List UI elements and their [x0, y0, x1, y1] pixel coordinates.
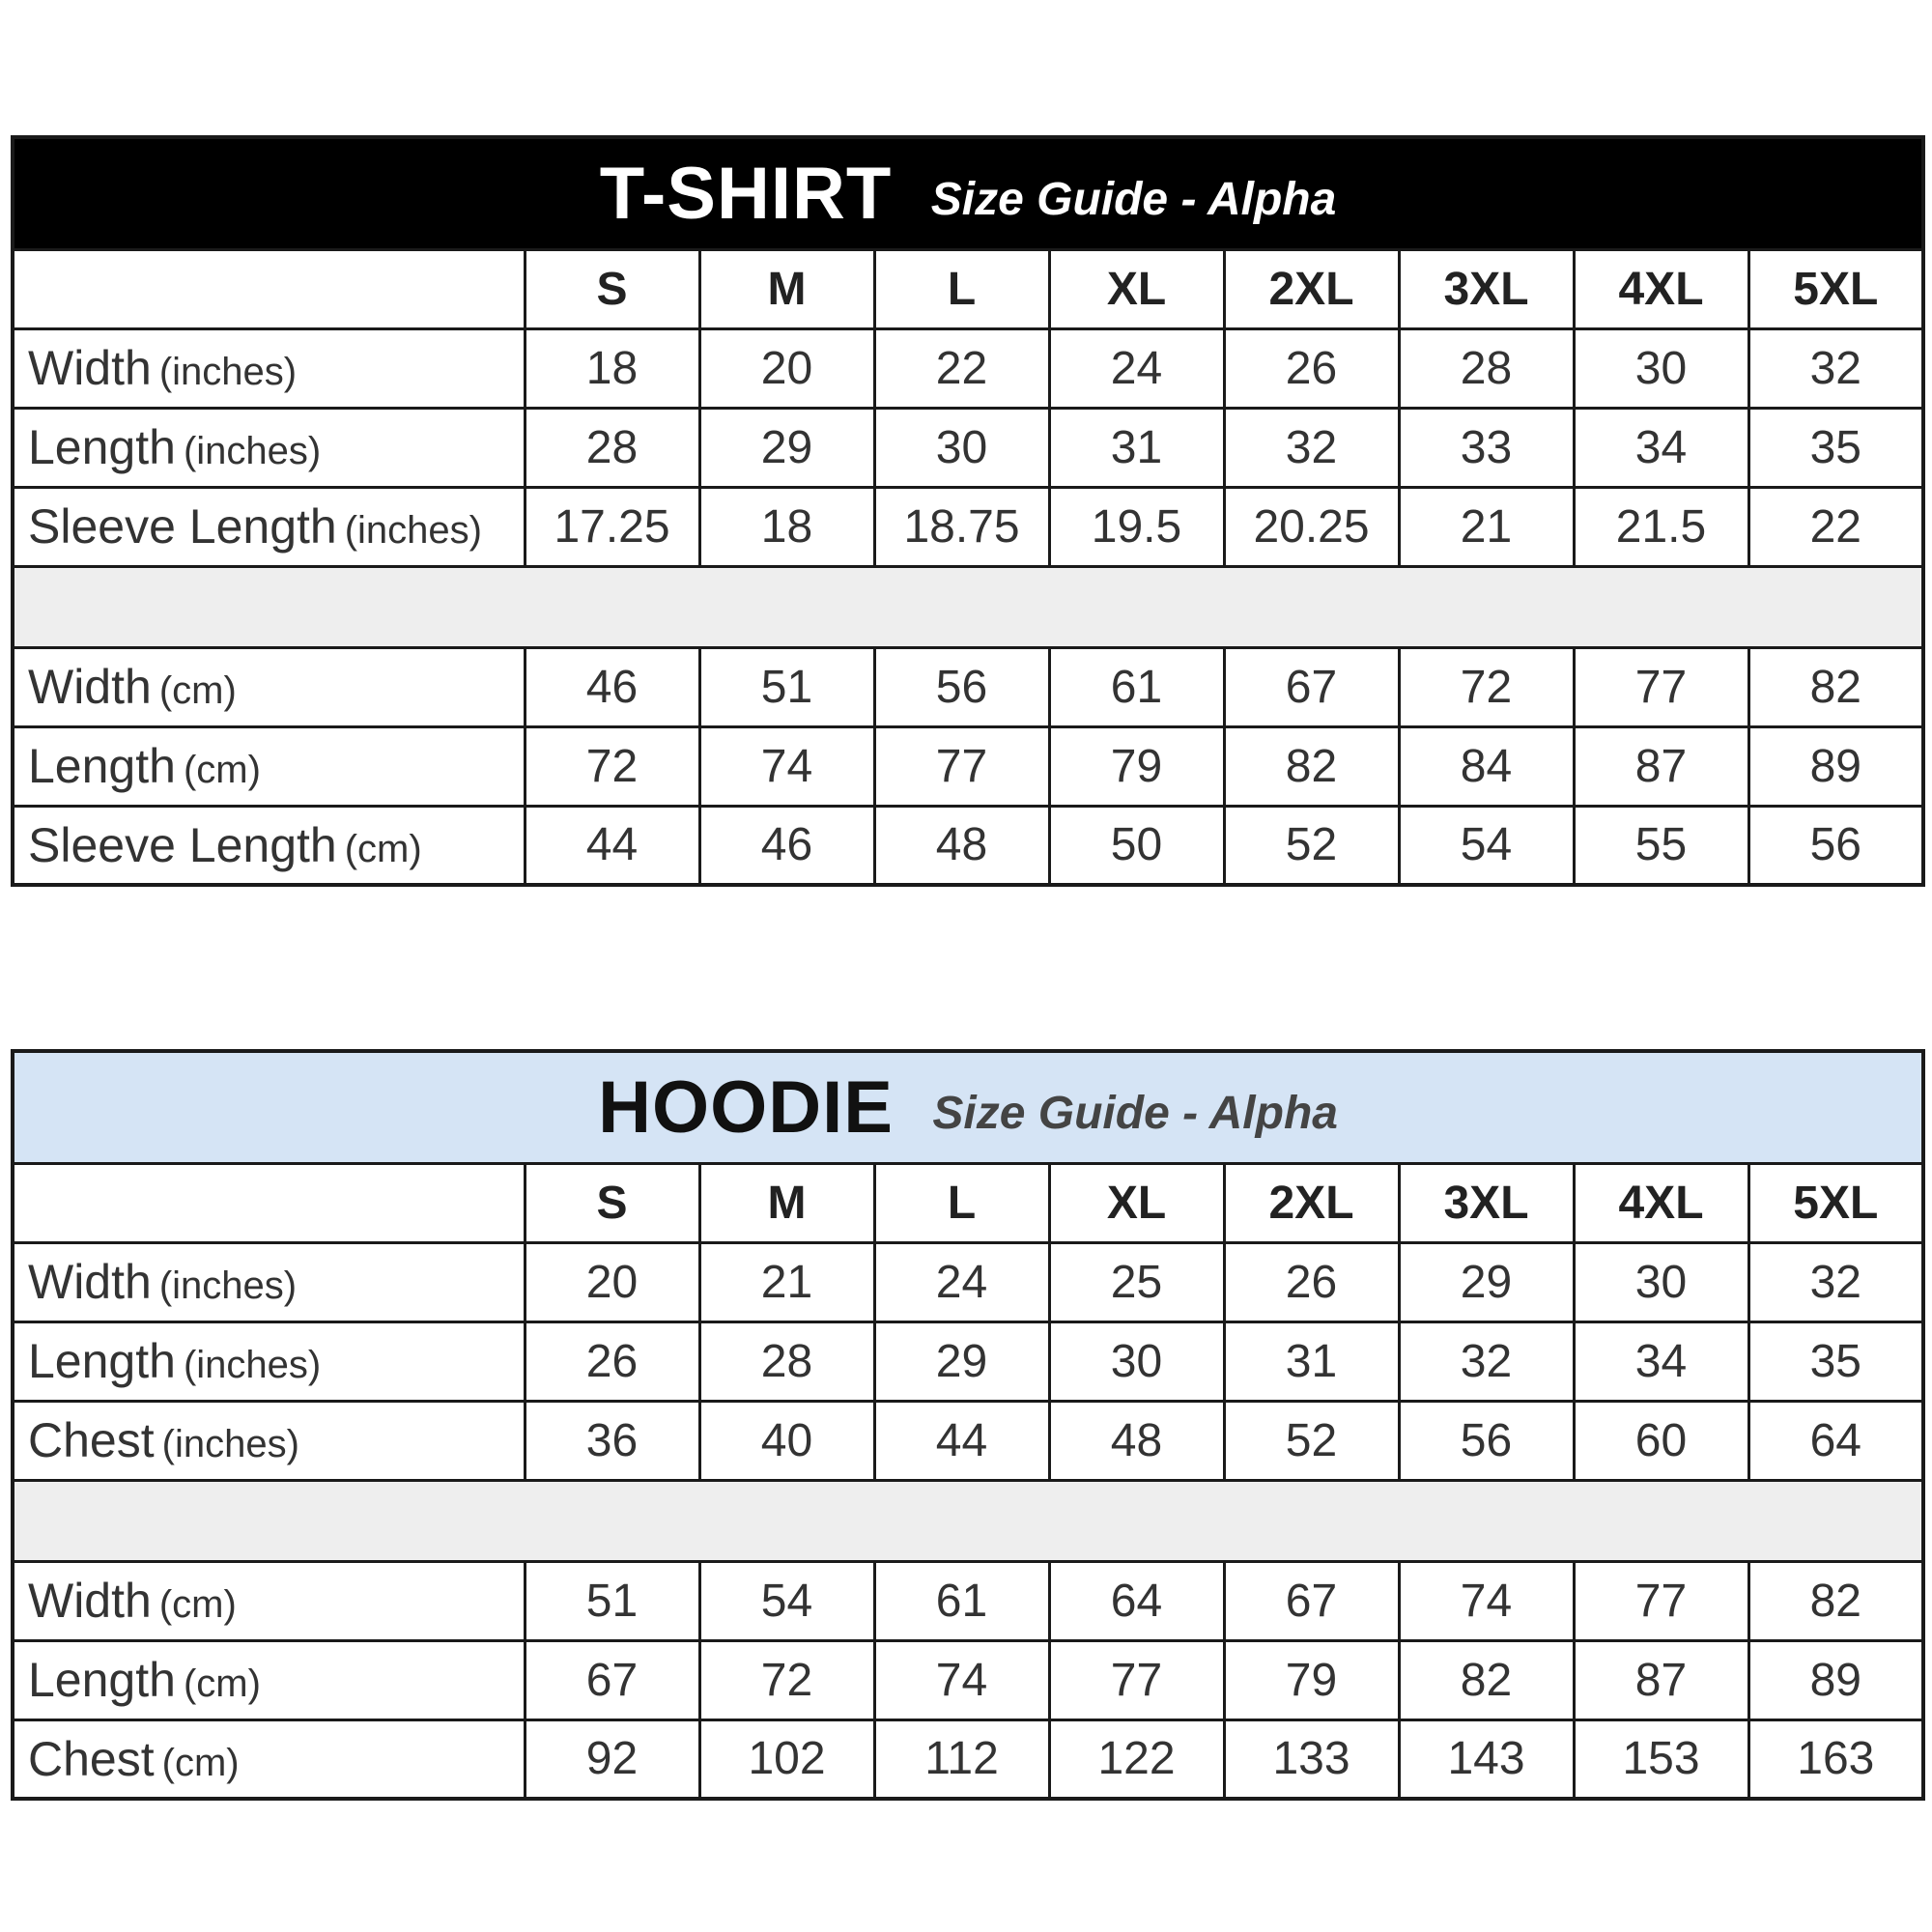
measurement-value: 92 — [525, 1719, 699, 1799]
tshirt-cm-rows — [13, 647, 1923, 885]
measurement-value: 32 — [1748, 328, 1923, 408]
measurement-value: 25 — [1049, 1242, 1224, 1321]
measurement-value: 56 — [1748, 806, 1923, 885]
measurement-unit: (cm) — [183, 749, 261, 791]
measurement-value: 61 — [1049, 647, 1224, 726]
measurement-unit: (cm) — [183, 1662, 261, 1705]
size-header: S — [525, 249, 699, 328]
measurement-value: 54 — [1399, 806, 1574, 885]
table-row — [13, 487, 1923, 566]
row-label-cell — [13, 487, 525, 566]
measurement-value: 55 — [1574, 806, 1748, 885]
tshirt-spacer — [13, 566, 1923, 647]
size-header: 5XL — [1748, 249, 1923, 328]
measurement-unit: (inches) — [183, 430, 322, 472]
size-header: L — [874, 249, 1049, 328]
measurement-value: 48 — [874, 806, 1049, 885]
size-header: S — [525, 1163, 699, 1242]
measurement-name: Length — [28, 1653, 176, 1707]
tshirt-title-cell — [13, 137, 1923, 249]
size-header: M — [699, 249, 874, 328]
measurement-value: 22 — [1748, 487, 1923, 566]
measurement-value: 67 — [1224, 647, 1399, 726]
hoodie-title: HOODIE — [598, 1065, 894, 1149]
measurement-value: 61 — [874, 1561, 1049, 1640]
measurement-value: 44 — [874, 1401, 1049, 1480]
measurement-value: 28 — [699, 1321, 874, 1401]
measurement-value: 82 — [1748, 1561, 1923, 1640]
measurement-value: 122 — [1049, 1719, 1224, 1799]
measurement-value: 34 — [1574, 408, 1748, 487]
measurement-value: 77 — [1049, 1640, 1224, 1719]
spacer-cell — [13, 566, 1923, 647]
measurement-value: 163 — [1748, 1719, 1923, 1799]
measurement-value: 67 — [525, 1640, 699, 1719]
measurement-value: 21 — [1399, 487, 1574, 566]
measurement-value: 31 — [1224, 1321, 1399, 1401]
measurement-value: 56 — [1399, 1401, 1574, 1480]
measurement-value: 84 — [1399, 726, 1574, 806]
measurement-value: 72 — [1399, 647, 1574, 726]
table-row — [13, 726, 1923, 806]
measurement-name: Width — [28, 1255, 152, 1309]
table-row — [13, 1401, 1923, 1480]
row-label-cell — [13, 1242, 525, 1321]
measurement-value: 77 — [1574, 647, 1748, 726]
measurement-value: 87 — [1574, 1640, 1748, 1719]
measurement-value: 29 — [1399, 1242, 1574, 1321]
measurement-name: Width — [28, 1574, 152, 1628]
spacer-cell — [13, 1480, 1923, 1561]
measurement-value: 30 — [874, 408, 1049, 487]
size-header: 5XL — [1748, 1163, 1923, 1242]
spacer-row — [13, 1480, 1923, 1561]
measurement-value: 21 — [699, 1242, 874, 1321]
measurement-value: 52 — [1224, 806, 1399, 885]
measurement-value: 30 — [1574, 328, 1748, 408]
header-corner-cell — [13, 1163, 525, 1242]
measurement-value: 18 — [525, 328, 699, 408]
hoodie-title-row — [13, 1051, 1923, 1163]
measurement-value: 32 — [1748, 1242, 1923, 1321]
measurement-value: 64 — [1049, 1561, 1224, 1640]
measurement-value: 74 — [874, 1640, 1049, 1719]
table-row — [13, 408, 1923, 487]
size-header: 4XL — [1574, 249, 1748, 328]
measurement-value: 29 — [699, 408, 874, 487]
measurement-value: 102 — [699, 1719, 874, 1799]
measurement-value: 77 — [874, 726, 1049, 806]
measurement-value: 46 — [699, 806, 874, 885]
measurement-name: Width — [28, 341, 152, 395]
measurement-value: 64 — [1748, 1401, 1923, 1480]
measurement-value: 30 — [1574, 1242, 1748, 1321]
row-label-cell — [13, 408, 525, 487]
measurement-value: 24 — [1049, 328, 1224, 408]
measurement-value: 52 — [1224, 1401, 1399, 1480]
measurement-value: 87 — [1574, 726, 1748, 806]
measurement-value: 79 — [1049, 726, 1224, 806]
measurement-unit: (inches) — [161, 1423, 299, 1465]
table-row — [13, 1640, 1923, 1719]
table-row — [13, 806, 1923, 885]
row-label-cell — [13, 1561, 525, 1640]
measurement-value: 32 — [1399, 1321, 1574, 1401]
measurement-value: 74 — [1399, 1561, 1574, 1640]
size-header: 3XL — [1399, 249, 1574, 328]
measurement-value: 46 — [525, 647, 699, 726]
measurement-value: 20 — [525, 1242, 699, 1321]
measurement-value: 54 — [699, 1561, 874, 1640]
measurement-name: Length — [28, 420, 176, 474]
measurement-value: 82 — [1748, 647, 1923, 726]
size-header: 2XL — [1224, 249, 1399, 328]
measurement-value: 72 — [525, 726, 699, 806]
measurement-value: 153 — [1574, 1719, 1748, 1799]
measurement-unit: (inches) — [158, 351, 298, 393]
tshirt-size-header-row — [13, 249, 1923, 328]
measurement-value: 51 — [699, 647, 874, 726]
hoodie-title-cell — [13, 1051, 1923, 1163]
measurement-value: 18 — [699, 487, 874, 566]
size-header: 2XL — [1224, 1163, 1399, 1242]
measurement-value: 82 — [1399, 1640, 1574, 1719]
measurement-value: 143 — [1399, 1719, 1574, 1799]
measurement-name: Chest — [28, 1413, 155, 1467]
row-label-cell — [13, 1640, 525, 1719]
measurement-value: 36 — [525, 1401, 699, 1480]
measurement-value: 40 — [699, 1401, 874, 1480]
measurement-value: 33 — [1399, 408, 1574, 487]
hoodie-subtitle: Size Guide - Alpha — [932, 1087, 1338, 1139]
tshirt-title-row — [13, 137, 1923, 249]
hoodie-size-header-row — [13, 1163, 1923, 1242]
size-header: 3XL — [1399, 1163, 1574, 1242]
measurement-name: Sleeve Length — [28, 817, 337, 872]
measurement-unit: (cm) — [161, 1741, 240, 1784]
measurement-value: 24 — [874, 1242, 1049, 1321]
tshirt-title: T-SHIRT — [599, 152, 893, 235]
table-row — [13, 1242, 1923, 1321]
measurement-value: 26 — [525, 1321, 699, 1401]
measurement-value: 26 — [1224, 328, 1399, 408]
measurement-value: 48 — [1049, 1401, 1224, 1480]
tshirt-size-table — [11, 135, 1925, 887]
measurement-value: 18.75 — [874, 487, 1049, 566]
measurement-value: 28 — [525, 408, 699, 487]
measurement-value: 74 — [699, 726, 874, 806]
measurement-value: 32 — [1224, 408, 1399, 487]
measurement-name: Chest — [28, 1731, 155, 1786]
row-label-cell — [13, 726, 525, 806]
header-corner-cell — [13, 249, 525, 328]
measurement-value: 44 — [525, 806, 699, 885]
row-label-cell — [13, 806, 525, 885]
measurement-value: 17.25 — [525, 487, 699, 566]
measurement-value: 60 — [1574, 1401, 1748, 1480]
measurement-name: Sleeve Length — [28, 499, 337, 554]
measurement-value: 67 — [1224, 1561, 1399, 1640]
row-label-cell — [13, 647, 525, 726]
row-label-cell — [13, 1401, 525, 1480]
measurement-value: 20.25 — [1224, 487, 1399, 566]
measurement-value: 35 — [1748, 408, 1923, 487]
measurement-name: Length — [28, 739, 176, 793]
measurement-value: 50 — [1049, 806, 1224, 885]
size-header: M — [699, 1163, 874, 1242]
measurement-value: 22 — [874, 328, 1049, 408]
measurement-value: 29 — [874, 1321, 1049, 1401]
tshirt-inch-rows — [13, 328, 1923, 566]
measurement-name: Width — [28, 660, 152, 714]
hoodie-spacer — [13, 1480, 1923, 1561]
measurement-value: 20 — [699, 328, 874, 408]
row-label-cell — [13, 1321, 525, 1401]
measurement-value: 133 — [1224, 1719, 1399, 1799]
measurement-unit: (cm) — [158, 669, 237, 712]
measurement-value: 34 — [1574, 1321, 1748, 1401]
measurement-value: 82 — [1224, 726, 1399, 806]
measurement-value: 28 — [1399, 328, 1574, 408]
measurement-value: 51 — [525, 1561, 699, 1640]
hoodie-size-table — [11, 1049, 1925, 1801]
measurement-unit: (inches) — [344, 509, 482, 552]
size-header: XL — [1049, 249, 1224, 328]
measurement-unit: (cm) — [158, 1583, 237, 1626]
measurement-value: 35 — [1748, 1321, 1923, 1401]
measurement-value: 72 — [699, 1640, 874, 1719]
measurement-value: 30 — [1049, 1321, 1224, 1401]
measurement-value: 56 — [874, 647, 1049, 726]
tshirt-subtitle: Size Guide - Alpha — [930, 173, 1337, 225]
measurement-value: 26 — [1224, 1242, 1399, 1321]
table-row — [13, 647, 1923, 726]
size-header: XL — [1049, 1163, 1224, 1242]
measurement-unit: (inches) — [183, 1344, 322, 1386]
measurement-unit: (cm) — [344, 827, 422, 870]
measurement-value: 31 — [1049, 408, 1224, 487]
measurement-value: 21.5 — [1574, 487, 1748, 566]
hoodie-inch-rows — [13, 1242, 1923, 1480]
row-label-cell — [13, 328, 525, 408]
measurement-value: 19.5 — [1049, 487, 1224, 566]
measurement-value: 79 — [1224, 1640, 1399, 1719]
table-row — [13, 1719, 1923, 1799]
measurement-value: 89 — [1748, 1640, 1923, 1719]
measurement-value: 77 — [1574, 1561, 1748, 1640]
measurement-value: 89 — [1748, 726, 1923, 806]
hoodie-cm-rows — [13, 1561, 1923, 1799]
row-label-cell — [13, 1719, 525, 1799]
table-row — [13, 328, 1923, 408]
measurement-name: Length — [28, 1334, 176, 1388]
spacer-row — [13, 566, 1923, 647]
size-header: L — [874, 1163, 1049, 1242]
measurement-unit: (inches) — [158, 1264, 298, 1307]
table-row — [13, 1561, 1923, 1640]
measurement-value: 112 — [874, 1719, 1049, 1799]
table-row — [13, 1321, 1923, 1401]
size-header: 4XL — [1574, 1163, 1748, 1242]
